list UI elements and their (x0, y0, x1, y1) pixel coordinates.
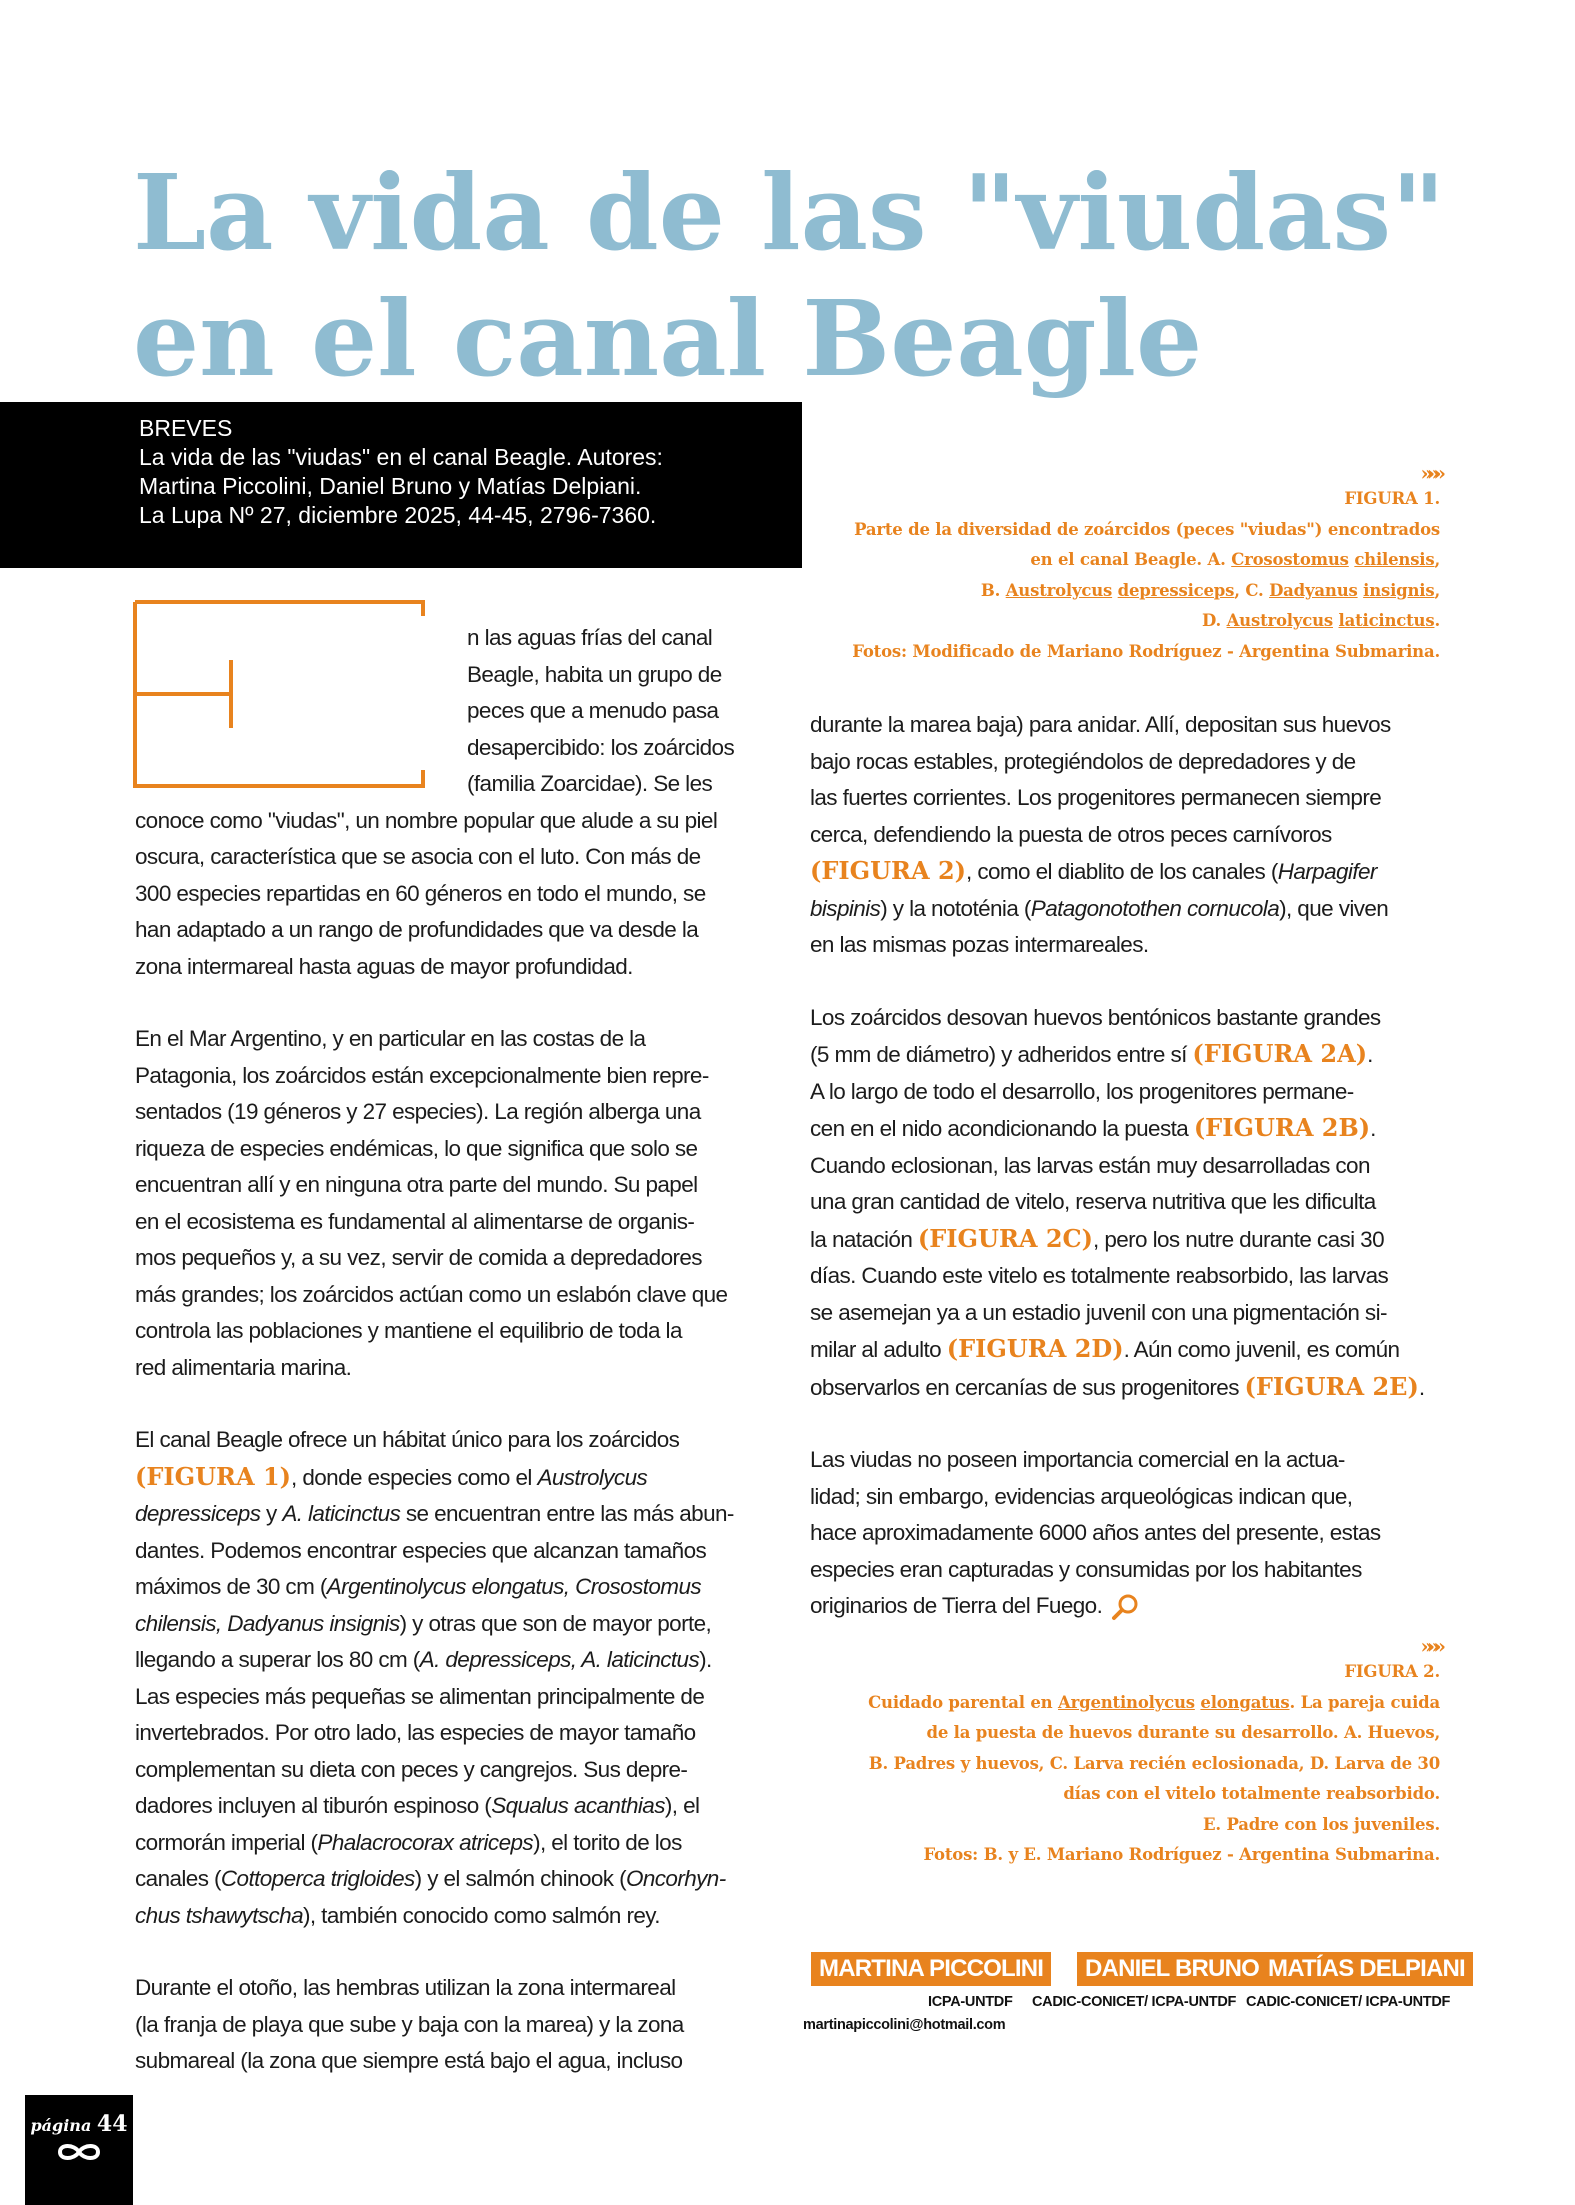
text-line: han adaptado a un rango de profundidades que va desde la (135, 917, 699, 942)
breves-label: BREVES (139, 415, 233, 441)
text-line: especies eran capturadas y consumidas por los habitantes (810, 1556, 1362, 1582)
text-line: (FIGURA 2), como el diablito de los canales (Harpagifer (810, 856, 1377, 885)
caption-line: Parte de la diversidad de zoárcidos (peces "viudas") encontrados (854, 519, 1440, 539)
caption-line: de la puesta de huevos durante su desarrollo. A. Huevos, (926, 1723, 1440, 1742)
figure-1-reference: (FIGURA 1) (135, 1461, 292, 1491)
caption-line: días con el vitelo totalmente reabsorbido. (1063, 1784, 1440, 1803)
figure-2-caption (868, 1635, 1440, 1871)
caption-label: FIGURA 2. (1344, 1662, 1440, 1681)
text-line: se asemejan ya a un estadio juvenil con una pigmentación si- (810, 1299, 1387, 1325)
text-line: Patagonia, los zoárcidos están excepcionalmente bien repre- (135, 1062, 709, 1088)
text-line: dadores incluyen al tiburón espinoso (Squalus acanthias), el (135, 1793, 700, 1818)
caption-line: en el canal Beagle. A. Crosostomus chilensis, (1030, 550, 1440, 569)
caption-credit: Fotos: B. y E. Mariano Rodríguez - Argentina Submarina. (923, 1845, 1440, 1864)
title-line-1: La vida de las "viudas" (133, 151, 1446, 274)
author-affiliation: ICPA-UNTDF (928, 1994, 1013, 2010)
text-line: cerca, defendiendo la puesta de otros peces carnívoros (810, 821, 1332, 847)
text-line: complementan su dieta con peces y cangrejos. Sus depre- (135, 1756, 688, 1782)
figure-2c-reference: (FIGURA 2C) (917, 1223, 1094, 1253)
text-line: oscura, característica que se asocia con el luto. Con más de (135, 844, 701, 869)
caption-credit: Fotos: Modificado de Mariano Rodríguez - Argentina Submarina. (852, 641, 1440, 661)
title-line-2: en el canal Beagle (133, 277, 1203, 400)
text-line: chilensis, Dadyanus insignis) y otras que son de mayor porte, (135, 1610, 712, 1636)
text-line: desapercibido: los zoárcidos (467, 734, 735, 760)
caption-line: Cuidado parental en Argentinolycus elongatus. La pareja cuida (868, 1692, 1440, 1712)
text-line: máximos de 30 cm (Argentinolycus elongatus, Crosostomus (135, 1574, 702, 1599)
text-line: canales (Cottoperca trigloides) y el salmón chinook (Oncorhyn- (135, 1866, 726, 1891)
figure-2d-reference: (FIGURA 2D) (946, 1334, 1124, 1363)
text-line: bispinis) y la nototénia (Patagonotothen cornucola), que viven (810, 895, 1389, 921)
caption-line: E. Padre con los juveniles. (1202, 1814, 1440, 1834)
text-line: lidad; sin embargo, evidencias arqueológicas indican que, (810, 1483, 1353, 1509)
text-line: (familia Zoarcidae). Se les (467, 771, 713, 796)
text-line: observarlos en cercanías de sus progenitores (FIGURA 2E). (810, 1371, 1425, 1401)
article-title (133, 150, 1513, 402)
text-line: n las aguas frías del canal (467, 625, 713, 650)
text-line: en las mismas pozas intermareales. (810, 932, 1149, 957)
text-line: una gran cantidad de vitelo, reserva nutritiva que les dificulta (810, 1189, 1376, 1214)
paragraph-7 (810, 1442, 1450, 1625)
text-line: bajo rocas estables, protegiéndolos de depredadores y de (810, 748, 1356, 774)
page-number: página 44 (30, 2111, 128, 2137)
paragraph-6 (810, 1000, 1450, 1407)
author-name-badge: MATÍAS DELPIANI (1260, 1952, 1473, 1986)
text-line: sentados (19 géneros y 27 especies). La región alberga una (135, 1099, 701, 1124)
text-line: cen en el nido acondicionando la puesta (FIGURA 2B). (810, 1113, 1376, 1142)
text-line: días. Cuando este vitelo es totalmente reabsorbido, las larvas (810, 1263, 1389, 1288)
text-line: en el ecosistema es fundamental al alimentarse de organis- (135, 1208, 695, 1234)
breves-line: Martina Piccolini, Daniel Bruno y Matías Delpiani. (139, 473, 642, 499)
text-line: A lo largo de todo el desarrollo, los progenitores permane- (810, 1078, 1354, 1104)
caption-label: FIGURA 1. (1344, 489, 1440, 508)
text-line: (la franja de playa que sube y baja con la marea) y la zona (135, 2011, 684, 2037)
author-affiliation: CADIC-CONICET/ ICPA-UNTDF (1032, 1994, 1237, 2010)
magnifier-icon (1110, 1592, 1140, 1622)
breves-line: La Lupa Nº 27, diciembre 2025, 44-45, 2796-7360. (139, 502, 657, 528)
text-line: 300 especies repartidas en 60 géneros en todo el mundo, se (135, 880, 706, 906)
author-name-badge: MARTINA PICCOLINI (811, 1952, 1051, 1986)
text-line: riqueza de especies endémicas, lo que significa que solo se (135, 1135, 698, 1161)
text-line: Los zoárcidos desovan huevos bentónicos bastante grandes (810, 1004, 1381, 1030)
text-line: Las especies más pequeñas se alimentan principalmente de (135, 1683, 705, 1709)
caption-line: B. Austrolycus depressiceps, C. Dadyanus insignis, (980, 580, 1440, 600)
text-line: depressiceps y A. laticinctus se encuentran entre las más abun- (135, 1501, 734, 1526)
paragraph-3 (135, 1422, 775, 1934)
author-name-badge: DANIEL BRUNO (1077, 1952, 1267, 1986)
authors-block (800, 1952, 1465, 2042)
text-line: Las viudas no poseen importancia comercial en la actua- (810, 1447, 1345, 1472)
text-line: más grandes; los zoárcidos actúan como un eslabón clave que (135, 1281, 728, 1307)
text-line: red alimentaria marina. (135, 1354, 352, 1380)
text-line: (FIGURA 1), donde especies como el Austrolycus (135, 1461, 648, 1491)
paragraph-2 (135, 1021, 775, 1386)
text-line: durante la marea baja) para anidar. Allí, depositan sus huevos (810, 712, 1391, 737)
text-line: encuentran allí y en ninguna otra parte del mundo. Su papel (135, 1172, 698, 1197)
left-column (135, 620, 775, 2080)
text-line: mos pequeños y, a su vez, servir de comida a depredadores (135, 1245, 702, 1270)
arrow-chevrons-icon: »»» (1420, 1634, 1440, 1658)
text-line: las fuertes corrientes. Los progenitores permanecen siempre (810, 785, 1382, 810)
text-line: hace aproximadamente 6000 años antes del presente, estas (810, 1520, 1381, 1545)
text-line: chus tshawytscha), también conocido como salmón rey. (135, 1902, 660, 1928)
text-line: submareal (la zona que siempre está bajo el agua, incluso (135, 2048, 683, 2073)
text-line: invertebrados. Por otro lado, las especies de mayor tamaño (135, 1720, 696, 1745)
breves-box (0, 402, 802, 568)
text-line: zona intermareal hasta aguas de mayor profundidad. (135, 953, 633, 979)
infinity-logo-icon (54, 2141, 104, 2163)
paragraph-1 (135, 620, 775, 985)
author-email: martinapiccolini@hotmail.com (803, 2017, 1006, 2033)
figure-2e-reference: (FIGURA 2E) (1244, 1371, 1419, 1401)
caption-line: B. Padres y huevos, C. Larva recién eclosionada, D. Larva de 30 (868, 1753, 1440, 1773)
figure-2a-reference: (FIGURA 2A) (1192, 1039, 1368, 1068)
text-line: (5 mm de diámetro) y adheridos entre sí (FIGURA 2A). (810, 1039, 1373, 1068)
text-line: En el Mar Argentino, y en particular en las costas de la (135, 1026, 646, 1051)
text-line: la natación (FIGURA 2C), pero los nutre durante casi 30 (810, 1223, 1385, 1253)
figure-2-reference: (FIGURA 2) (810, 856, 967, 885)
figure-1-caption (852, 462, 1440, 667)
right-column (810, 707, 1450, 1625)
text-line: Durante el otoño, las hembras utilizan la zona intermareal (135, 1975, 676, 2000)
caption-line: D. Austrolycus laticinctus. (1201, 611, 1440, 630)
text-line: Beagle, habita un grupo de (467, 661, 722, 687)
breves-line: La vida de las "viudas" en el canal Beagle. Autores: (139, 444, 663, 470)
text-line: El canal Beagle ofrece un hábitat único para los zoárcidos (135, 1427, 680, 1452)
page-number-tab (25, 2095, 133, 2205)
paragraph-4 (135, 1970, 775, 2080)
paragraph-5 (810, 707, 1450, 964)
text-line: controla las poblaciones y mantiene el equilibrio de toda la (135, 1318, 682, 1343)
text-line: milar al adulto (FIGURA 2D). Aún como juvenil, es común (810, 1334, 1400, 1363)
author-affiliation: CADIC-CONICET/ ICPA-UNTDF (1246, 1994, 1451, 2010)
text-line: originarios de Tierra del Fuego. (810, 1588, 1450, 1625)
text-line: Cuando eclosionan, las larvas están muy desarrolladas con (810, 1152, 1370, 1178)
text-line: dantes. Podemos encontrar especies que alcanzan tamaños (135, 1537, 707, 1563)
text-line: cormorán imperial (Phalacrocorax atriceps), el torito de los (135, 1829, 682, 1855)
arrow-chevrons-icon: »»» (1420, 461, 1440, 485)
figure-2b-reference: (FIGURA 2B) (1193, 1113, 1371, 1142)
text-line: conoce como "viudas", un nombre popular que alude a su piel (135, 807, 718, 833)
text-line: llegando a superar los 80 cm (A. depressiceps, A. laticinctus). (135, 1647, 712, 1672)
text-line: peces que a menudo pasa (467, 698, 719, 723)
